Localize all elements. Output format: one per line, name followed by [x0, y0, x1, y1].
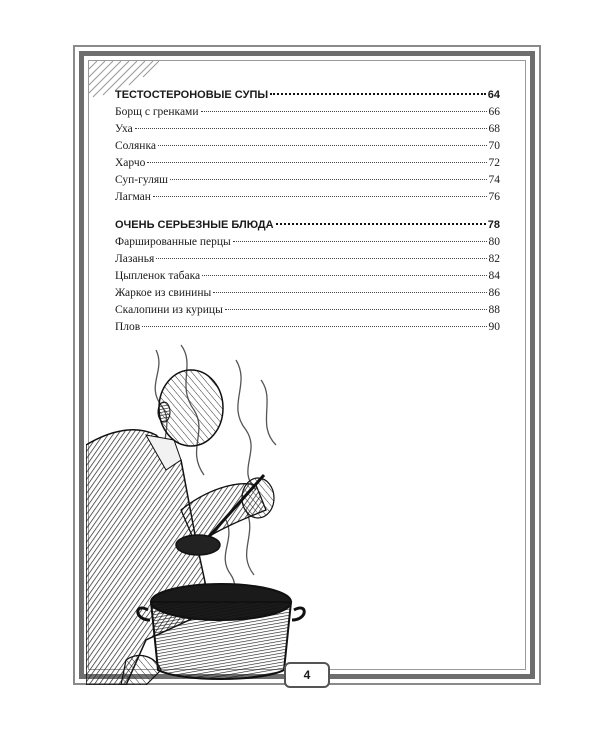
toc-entry[interactable]	[115, 268, 500, 285]
dot-leader	[153, 196, 487, 197]
toc-entry-page: 88	[488, 304, 500, 316]
toc-heading[interactable]	[115, 86, 500, 104]
toc-entry-page: 74	[488, 174, 500, 186]
toc-entry-page: 72	[488, 157, 500, 169]
toc-entry-page: 90	[488, 321, 500, 333]
toc-entry[interactable]	[115, 155, 500, 172]
toc-section-soups	[115, 86, 500, 206]
toc-heading-title: ТЕСТОСТЕРОНОВЫЕ СУПЫ	[115, 89, 269, 101]
dot-leader	[276, 223, 486, 225]
dot-leader	[135, 128, 487, 129]
dot-leader	[213, 292, 486, 293]
toc-entry[interactable]	[115, 104, 500, 121]
toc-entry-title: Солянка	[115, 140, 156, 152]
toc-entry-title: Плов	[115, 321, 141, 333]
dot-leader	[233, 241, 487, 242]
toc-entry-page: 82	[488, 253, 500, 265]
toc-entry-title: Лагман	[115, 191, 151, 203]
toc-entry[interactable]	[115, 172, 500, 189]
toc-entry-title: Цыпленок табака	[115, 270, 201, 282]
toc-entry-title: Лазанья	[115, 253, 155, 265]
dot-leader	[201, 111, 487, 112]
man-tasting-soup-illustration	[86, 340, 316, 685]
dot-leader	[170, 179, 487, 180]
toc-entry-title: Суп-гуляш	[115, 174, 168, 186]
toc-entry-page: 86	[488, 287, 500, 299]
toc-entry-title: Жаркое из свинины	[115, 287, 212, 299]
toc-heading[interactable]	[115, 216, 500, 234]
page-number: 4	[303, 668, 311, 682]
toc-heading-title: ОЧЕНЬ СЕРЬЕЗНЫЕ БЛЮДА	[115, 219, 274, 231]
toc-heading-page: 78	[487, 219, 500, 231]
toc-section-serious-dishes	[115, 216, 500, 336]
dot-leader	[156, 258, 486, 259]
toc-entry-page: 84	[488, 270, 500, 282]
pot	[138, 584, 305, 679]
toc-entry-page: 68	[488, 123, 500, 135]
toc-entry-title: Фаршированные перцы	[115, 236, 231, 248]
toc-entry-title: Скалопини из курицы	[115, 304, 223, 316]
toc-entry[interactable]	[115, 234, 500, 251]
page-number-tab	[284, 662, 330, 688]
dot-leader	[225, 309, 487, 310]
toc-entry[interactable]	[115, 251, 500, 268]
toc-entry-page: 66	[488, 106, 500, 118]
toc-entry-page: 70	[488, 140, 500, 152]
dot-leader	[142, 326, 486, 327]
dot-leader	[158, 145, 487, 146]
toc-entry[interactable]	[115, 121, 500, 138]
toc-entry[interactable]	[115, 138, 500, 155]
toc-entry-title: Уха	[115, 123, 133, 135]
table-of-contents	[115, 86, 500, 346]
dot-leader	[202, 275, 486, 276]
toc-entry[interactable]	[115, 189, 500, 206]
dot-leader	[147, 162, 486, 163]
toc-entry-title: Харчо	[115, 157, 146, 169]
toc-entry-page: 80	[488, 236, 500, 248]
toc-heading-page: 64	[487, 89, 500, 101]
toc-entry[interactable]	[115, 302, 500, 319]
dot-leader	[270, 93, 486, 95]
toc-entry[interactable]	[115, 319, 500, 336]
toc-entry-page: 76	[488, 191, 500, 203]
toc-entry-title: Борщ с гренками	[115, 106, 199, 118]
toc-entry[interactable]	[115, 285, 500, 302]
